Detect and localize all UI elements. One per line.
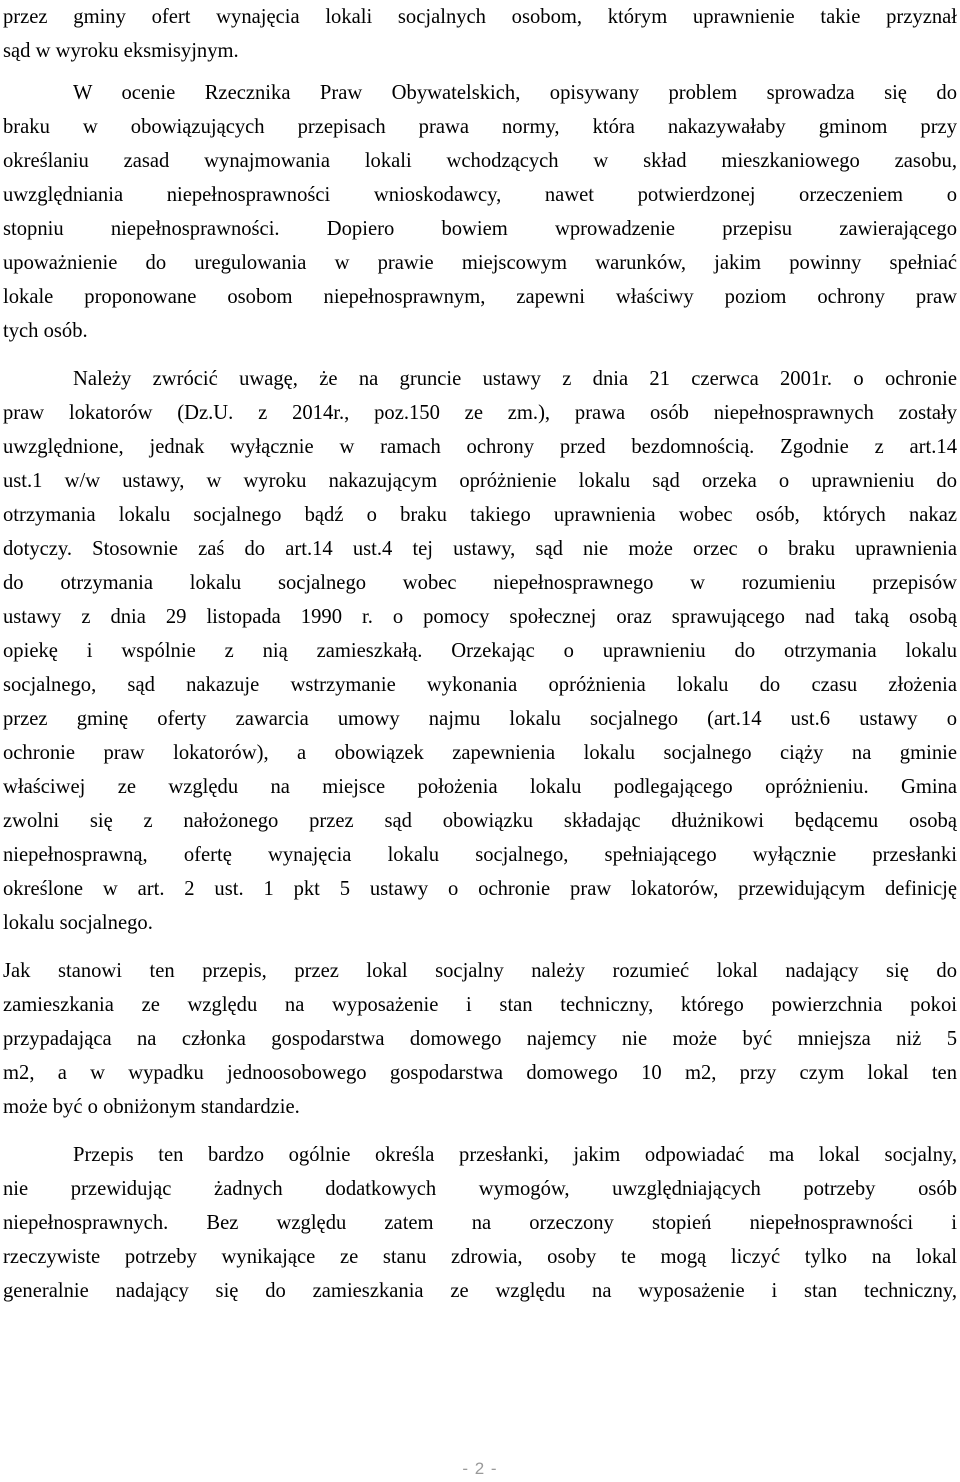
text-line: dotyczy. Stosownie zaś do art.14 ust.4 tej ustawy, sąd nie może orzec o braku uprawnienia: [3, 538, 957, 560]
text-line: do otrzymania lokalu socjalnego wobec niepełnosprawnego w rozumieniu przepisów: [3, 572, 957, 594]
paragraph: [3, 1138, 957, 1308]
text-line: zamieszkania ze względu na wyposażenie i stan techniczny, którego powierzchnia pokoi: [3, 994, 957, 1016]
text-line: przez gminy ofert wynajęcia lokali socjalnych osobom, którym uprawnienie takie przyznał: [3, 6, 957, 28]
text-line: określone w art. 2 ust. 1 pkt 5 ustawy o ochronie praw lokatorów, przewidującym definicję: [3, 878, 957, 900]
text-line: niepełnosprawnych. Bez względu zatem na orzeczony stopień niepełnosprawności i: [3, 1212, 957, 1234]
text-line: lokale proponowane osobom niepełnosprawnym, zapewni właściwy poziom ochrony praw: [3, 286, 957, 308]
paragraph: [3, 954, 957, 1124]
text-line: sąd w wyroku eksmisyjnym.: [3, 40, 239, 62]
text-line: uwzględnione, jednak wyłącznie w ramach ochrony przed bezdomnością. Zgodnie z art.14: [3, 436, 957, 458]
text-line: rzeczywiste potrzeby wynikające ze stanu zdrowia, osoby te mogą liczyć tylko na lokal: [3, 1246, 957, 1268]
text-line: tych osób.: [3, 320, 88, 342]
text-line: W ocenie Rzecznika Praw Obywatelskich, opisywany problem sprowadza się do: [73, 82, 957, 104]
text-line: ochronie praw lokatorów), a obowiązek zapewnienia lokalu socjalnego ciąży na gminie: [3, 742, 957, 764]
paragraph: [3, 362, 957, 940]
paragraph: [3, 76, 957, 348]
text-line: socjalnego, sąd nakazuje wstrzymanie wykonania opróżnienia lokalu do czasu złożenia: [3, 674, 957, 696]
text-line: Jak stanowi ten przepis, przez lokal socjalny należy rozumieć lokal nadający się do: [3, 960, 957, 982]
paragraph-spacing: [3, 348, 957, 362]
text-line: lokalu socjalnego.: [3, 912, 153, 934]
text-line: Przepis ten bardzo ogólnie określa przesłanki, jakim odpowiadać ma lokal socjalny,: [73, 1144, 957, 1166]
text-line: przez gminę oferty zawarcia umowy najmu lokalu socjalnego (art.14 ust.6 ustawy o: [3, 708, 957, 730]
text-line: m2, a w wypadku jednoosobowego gospodarstwa domowego 10 m2, przy czym lokal ten: [3, 1062, 957, 1084]
paragraph-spacing: [3, 68, 957, 76]
paragraph: [3, 0, 957, 68]
text-line: generalnie nadający się do zamieszkania ze względu na wyposażenie i stan techniczny,: [3, 1280, 957, 1302]
text-line: stopniu niepełnosprawności. Dopiero bowiem wprowadzenie przepisu zawierającego: [3, 218, 957, 240]
text-line: przypadająca na członka gospodarstwa domowego najemcy nie może być mniejsza niż 5: [3, 1028, 957, 1050]
text-line: ustawy z dnia 29 listopada 1990 r. o pomocy społecznej oraz sprawującego nad taką osobą: [3, 606, 957, 628]
text-line: uwzględniania niepełnosprawności wnioskodawcy, nawet potwierdzonej orzeczeniem o: [3, 184, 957, 206]
paragraph-spacing: [3, 940, 957, 954]
text-line: określaniu zasad wynajmowania lokali wchodzących w skład mieszkaniowego zasobu,: [3, 150, 957, 172]
text-line: Należy zwrócić uwagę, że na gruncie ustawy z dnia 21 czerwca 2001r. o ochronie: [73, 368, 957, 390]
text-line: praw lokatorów (Dz.U. z 2014r., poz.150 ze zm.), prawa osób niepełnosprawnych zostały: [3, 402, 957, 424]
document-page: [3, 0, 957, 1308]
text-line: nie przewidując żadnych dodatkowych wymogów, uwzględniających potrzeby osób: [3, 1178, 957, 1200]
text-line: upoważnienie do uregulowania w prawie miejscowym warunków, jakim powinny spełniać: [3, 252, 957, 274]
text-line: zwolni się z nałożonego przez sąd obowiązku składając dłużnikowi będącemu osobą: [3, 810, 957, 832]
page-number: - 2 -: [462, 1459, 498, 1478]
text-line: ust.1 w/w ustawy, w wyroku nakazującym opróżnienie lokalu sąd orzeka o uprawnieniu do: [3, 470, 957, 492]
paragraph-spacing: [3, 1124, 957, 1138]
text-line: braku w obowiązujących przepisach prawa normy, która nakazywałaby gminom przy: [3, 116, 957, 138]
text-line: niepełnosprawną, ofertę wynajęcia lokalu socjalnego, spełniającego wyłącznie przesłanki: [3, 844, 957, 866]
text-line: otrzymania lokalu socjalnego bądź o braku takiego uprawnienia wobec osób, których nakaz: [3, 504, 957, 526]
text-line: właściwej ze względu na miejsce położenia lokalu podlegającego opróżnieniu. Gmina: [3, 776, 957, 798]
text-line: może być o obniżonym standardzie.: [3, 1096, 300, 1118]
text-line: opiekę i wspólnie z nią zamieszkałą. Orzekając o uprawnieniu do otrzymania lokalu: [3, 640, 957, 662]
